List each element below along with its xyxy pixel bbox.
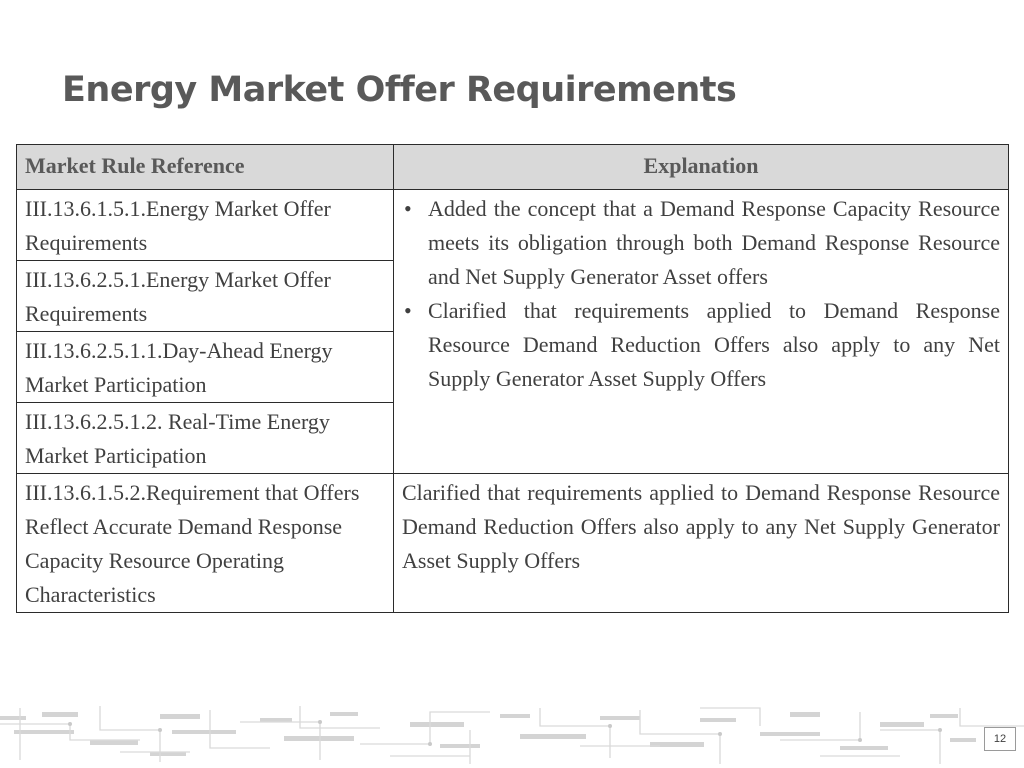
bullet-icon: • xyxy=(404,196,412,221)
reference-cell: III.13.6.2.5.1.1.Day-Ahead Energy Market Participation xyxy=(17,332,394,403)
reference-cell: III.13.6.2.5.1.Energy Market Offer Requirements xyxy=(17,261,394,332)
header-market-rule-reference: Market Rule Reference xyxy=(17,145,394,190)
page-number: 12 xyxy=(984,727,1016,751)
explanation-bullet-text: Clarified that requirements applied to Demand Response Resource Demand Reduction Offers also apply to any Net Supply Generator Asset Supply Offers xyxy=(428,298,1000,391)
explanation-cell xyxy=(394,190,1009,474)
rules-table xyxy=(16,144,1009,613)
explanation-bullet xyxy=(402,294,1000,396)
circuit-pattern-footer xyxy=(0,700,1024,768)
explanation-bullet xyxy=(402,192,1000,294)
explanation-bullet-list xyxy=(402,192,1000,396)
reference-cell: III.13.6.1.5.1.Energy Market Offer Requirements xyxy=(17,190,394,261)
header-explanation: Explanation xyxy=(394,145,1009,190)
table-row xyxy=(17,474,1009,613)
reference-cell: III.13.6.1.5.2.Requirement that Offers Reflect Accurate Demand Response Capacity Resource Operating Characteristics xyxy=(17,474,394,613)
reference-cell: III.13.6.2.5.1.2. Real-Time Energy Market Participation xyxy=(17,403,394,474)
bullet-icon: • xyxy=(404,298,412,323)
explanation-cell: Clarified that requirements applied to Demand Response Resource Demand Reduction Offers also apply to any Net Supply Generator Asset Supply Offers xyxy=(394,474,1009,613)
explanation-bullet-text: Added the concept that a Demand Response Capacity Resource meets its obligation through both Demand Response Resource and Net Supply Generator Asset offers xyxy=(428,196,1000,289)
slide-title: Energy Market Offer Requirements xyxy=(62,70,737,110)
table-header-row xyxy=(17,145,1009,190)
table-row xyxy=(17,190,1009,261)
